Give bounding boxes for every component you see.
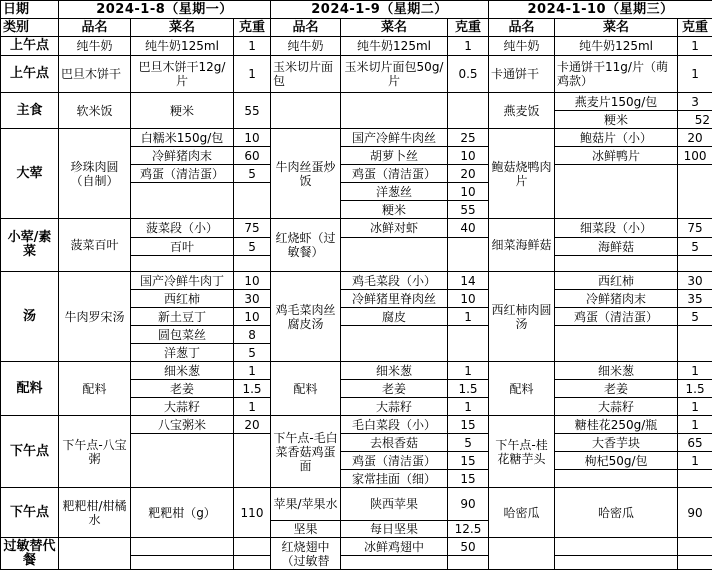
row-label: 下午点 [1,488,59,538]
ingredient-weight: 110 [234,488,271,538]
ingredient-weight: 1 [448,398,489,416]
ingredient-name [555,470,678,488]
ingredient-name: 鲍菇片（小） [555,129,678,147]
ingredient-name: 细菜段（小） [555,219,678,238]
ingredient-name: 玉米切片面包50g/片 [341,56,448,93]
dish-name: 纯牛奶 [271,37,341,56]
dish-name: 配料 [271,362,341,416]
col-dish-header: 品名 [271,19,341,37]
ingredient-weight [448,556,489,570]
ingredient-weight: 15 [448,416,489,434]
ingredient-weight: 65 [678,434,712,452]
ingredient-name: 每日坚果 [341,521,448,538]
ingredient-weight: 90 [448,488,489,521]
ingredient-name: 大蒜籽 [341,398,448,416]
ingredient-weight: 100 [678,147,712,165]
ingredient-name: 鸡蛋（清洁蛋） [555,308,678,326]
ingredient-weight: 75 [678,219,712,238]
ingredient-weight: 1.5 [234,380,271,398]
dish-name: 软米饭 [59,93,131,129]
ingredient-name: 八宝粥米 [131,416,234,434]
dish-name: 红烧翅中（过敏替 [271,538,341,570]
row-label: 上午点 [1,56,59,93]
date-label: 日期 [1,1,59,19]
ingredient-weight: 0.5 [448,56,489,93]
ingredient-name: 去根香菇 [341,434,448,452]
ingredient-name: 冰鲜对虾 [341,219,448,238]
ingredient-weight: 75 [234,219,271,238]
ingredient-name: 卡通饼干11g/片（萌鸡款） [555,56,678,93]
ingredient-name: 菠菜段（小） [131,219,234,238]
col-ingredient-header: 菜名 [131,19,234,37]
ingredient-weight [234,556,271,570]
dish-name: 鸡毛菜肉丝腐皮汤 [271,272,341,362]
row-label: 大荤 [1,129,59,219]
ingredient-weight: 1 [448,37,489,56]
ingredient-name [341,556,448,570]
ingredient-name: 大蒜籽 [131,398,234,416]
ingredient-weight: 5 [234,344,271,362]
ingredient-weight: 14 [448,272,489,290]
dish-name: 苹果/苹果水 [271,488,341,521]
ingredient-weight: 20 [448,165,489,183]
dish-name: 牛肉罗宋汤 [59,272,131,362]
ingredient-name [131,183,234,219]
dish-name: 纯牛奶 [59,37,131,56]
dish-name: 卡通饼干 [489,56,555,93]
ingredient-weight: 5 [234,165,271,183]
ingredient-weight: 10 [448,147,489,165]
ingredient-name: 大香芋块 [555,434,678,452]
dish-name: 配料 [489,362,555,416]
ingredient-name: 冰鲜鸭片 [555,147,678,165]
ingredient-weight [678,538,712,556]
ingredient-weight [234,538,271,556]
col-weight-header: 克重 [234,19,271,37]
ingredient-name: 细米葱 [131,362,234,380]
ingredient-weight: 12.5 [448,521,489,538]
dish-name: 配料 [59,362,131,416]
ingredient-name: 白糯米150g/包 [131,129,234,147]
ingredient-weight: 20 [234,416,271,434]
dish-name: 坚果 [271,521,341,538]
dish-name: 红烧虾（过敏餐） [271,219,341,272]
ingredient-weight: 55 [234,93,271,129]
ingredient-weight [234,434,271,488]
ingredient-name: 腐皮 [341,308,448,326]
ingredient-name [555,165,678,219]
ingredient-weight [678,256,712,272]
ingredient-name: 纯牛奶125ml [341,37,448,56]
ingredient-name: 毛白菜段（小） [341,416,448,434]
ingredient-name: 纯牛奶125ml [131,37,234,56]
ingredient-weight: 50 [448,538,489,556]
ingredient-name: 百叶 [131,238,234,256]
date-day1: 2024-1-8（星期一） [59,1,271,19]
ingredient-name: 纯牛奶125ml [555,37,678,56]
ingredient-weight: 10 [448,183,489,201]
ingredient-name: 粳米 [131,93,234,129]
row-label: 汤 [1,272,59,362]
ingredient-name: 陕西苹果 [341,488,448,521]
date-day2: 2024-1-9（星期二） [271,1,489,19]
col-dish-header: 品名 [489,19,555,37]
col-ingredient-header: 菜名 [555,19,678,37]
ingredient-weight: 35 [678,290,712,308]
ingredient-name: 西红柿 [131,290,234,308]
ingredient-name: 冷鲜猪里脊肉丝 [341,290,448,308]
dish-name: 燕麦饭 [489,93,555,129]
dish-name: 巴旦木饼干 [59,56,131,93]
ingredient-name: 国产冷鲜牛肉丁 [131,272,234,290]
row-label: 上午点 [1,37,59,56]
dish-name: 菠菜百叶 [59,219,131,272]
ingredient-name: 老姜 [555,380,678,398]
ingredient-name: 枸杞50g/包 [555,452,678,470]
ingredient-weight [678,470,712,488]
dish-name: 哈密瓜 [489,488,555,538]
row-label: 小荤/素菜 [1,219,59,272]
dish-name: 西红柿肉圆汤 [489,272,555,362]
ingredient-name: 冷鲜猪肉末 [131,147,234,165]
ingredient-weight: 5 [678,238,712,256]
dish-name [271,93,341,129]
ingredient-weight: 1 [234,398,271,416]
ingredient-name: 圆包菜丝 [131,326,234,344]
ingredient-weight: 3 [678,93,712,111]
dish-name [59,538,131,570]
ingredient-weight [678,165,712,219]
ingredient-weight: 60 [234,147,271,165]
ingredient-name [341,93,448,129]
category-label: 类别 [1,19,59,37]
ingredient-weight: 10 [234,308,271,326]
dish-name: 纯牛奶 [489,37,555,56]
row-label: 主食 [1,93,59,129]
col-ingredient-header: 菜名 [341,19,448,37]
ingredient-weight: 1.5 [678,380,712,398]
ingredient-weight: 10 [448,290,489,308]
row-label: 配料 [1,362,59,416]
ingredient-name: 老姜 [131,380,234,398]
dish-name: 下午点-毛白菜香菇鸡蛋面 [271,416,341,488]
ingredient-weight: 5 [678,308,712,326]
ingredient-name: 粑粑柑（g） [131,488,234,538]
ingredient-name [555,556,678,570]
ingredient-name: 鸡毛菜段（小） [341,272,448,290]
ingredient-weight [678,556,712,570]
ingredient-weight: 8 [234,326,271,344]
ingredient-name: 细米葱 [341,362,448,380]
ingredient-name [555,326,678,362]
ingredient-weight: 1 [678,362,712,380]
ingredient-name [131,434,234,488]
ingredient-weight [448,93,489,129]
ingredient-name: 哈密瓜 [555,488,678,538]
ingredient-weight [234,256,271,272]
ingredient-name: 胡萝卜丝 [341,147,448,165]
ingredient-name: 鸡蛋（清洁蛋） [341,165,448,183]
ingredient-name: 巴旦木饼干12g/片 [131,56,234,93]
ingredient-weight: 30 [234,290,271,308]
col-weight-header: 克重 [448,19,489,37]
dish-name: 鲍菇烧鸭肉片 [489,129,555,219]
ingredient-name: 西红柿 [555,272,678,290]
ingredient-name: 新土豆丁 [131,308,234,326]
dish-name: 玉米切片面包 [271,56,341,93]
ingredient-name: 洋葱丁 [131,344,234,362]
ingredient-weight: 15 [448,470,489,488]
ingredient-name: 冰鲜鸡翅中 [341,538,448,556]
ingredient-weight [448,238,489,272]
ingredient-weight: 20 [678,129,712,147]
ingredient-name [341,238,448,272]
row-label: 下午点 [1,416,59,488]
dish-name: 粑粑柑/柑橘水 [59,488,131,538]
ingredient-name: 洋葱丝 [341,183,448,201]
ingredient-name: 粳米 [341,201,448,219]
ingredient-name: 燕麦片150g/包 [555,93,678,111]
ingredient-weight: 1 [678,452,712,470]
dish-name [489,538,555,570]
ingredient-weight: 40 [448,219,489,238]
ingredient-weight: 10 [234,272,271,290]
dish-name: 下午点-桂花糖芋头 [489,416,555,488]
ingredient-name: 鸡蛋（清洁蛋） [341,452,448,470]
ingredient-name [341,326,448,362]
ingredient-weight: 30 [678,272,712,290]
ingredient-name [131,538,234,556]
col-dish-header: 品名 [59,19,131,37]
ingredient-weight: 90 [678,488,712,538]
ingredient-weight: 1 [678,56,712,93]
ingredient-name: 粳米 [555,111,678,129]
ingredient-weight [234,183,271,219]
row-label: 过敏替代餐 [1,538,59,570]
ingredient-name [131,556,234,570]
dish-name: 细菜海鲜菇 [489,219,555,272]
ingredient-name [131,256,234,272]
ingredient-name: 细米葱 [555,362,678,380]
ingredient-weight: 1.5 [448,380,489,398]
ingredient-name: 大蒜籽 [555,398,678,416]
ingredient-weight: 1 [234,56,271,93]
ingredient-weight: 1 [448,308,489,326]
ingredient-weight: 55 [448,201,489,219]
ingredient-weight: 1 [234,362,271,380]
ingredient-name: 海鲜菇 [555,238,678,256]
dish-name: 下午点-八宝粥 [59,416,131,488]
ingredient-weight: 5 [234,238,271,256]
ingredient-weight: 25 [448,129,489,147]
ingredient-weight: 1 [234,37,271,56]
ingredient-weight: 10 [234,129,271,147]
ingredient-name: 冷鲜猪肉末 [555,290,678,308]
ingredient-weight: 5 [448,434,489,452]
ingredient-name: 国产冷鲜牛肉丝 [341,129,448,147]
ingredient-weight [678,326,712,362]
ingredient-weight [448,326,489,362]
ingredient-name: 老姜 [341,380,448,398]
ingredient-weight: 52 [678,111,712,129]
dish-name: 牛肉丝蛋炒饭 [271,129,341,219]
ingredient-name [555,256,678,272]
ingredient-name: 鸡蛋（清洁蛋） [131,165,234,183]
ingredient-name: 家常挂面（细） [341,470,448,488]
ingredient-name: 糖桂花250g/瓶 [555,416,678,434]
ingredient-weight: 1 [678,398,712,416]
dish-name: 珍珠肉圆（自制） [59,129,131,219]
ingredient-weight: 15 [448,452,489,470]
ingredient-weight: 1 [678,37,712,56]
ingredient-weight: 1 [448,362,489,380]
col-weight-header: 克重 [678,19,712,37]
ingredient-name [555,538,678,556]
date-day3: 2024-1-10（星期三） [489,1,712,19]
ingredient-weight: 1 [678,416,712,434]
